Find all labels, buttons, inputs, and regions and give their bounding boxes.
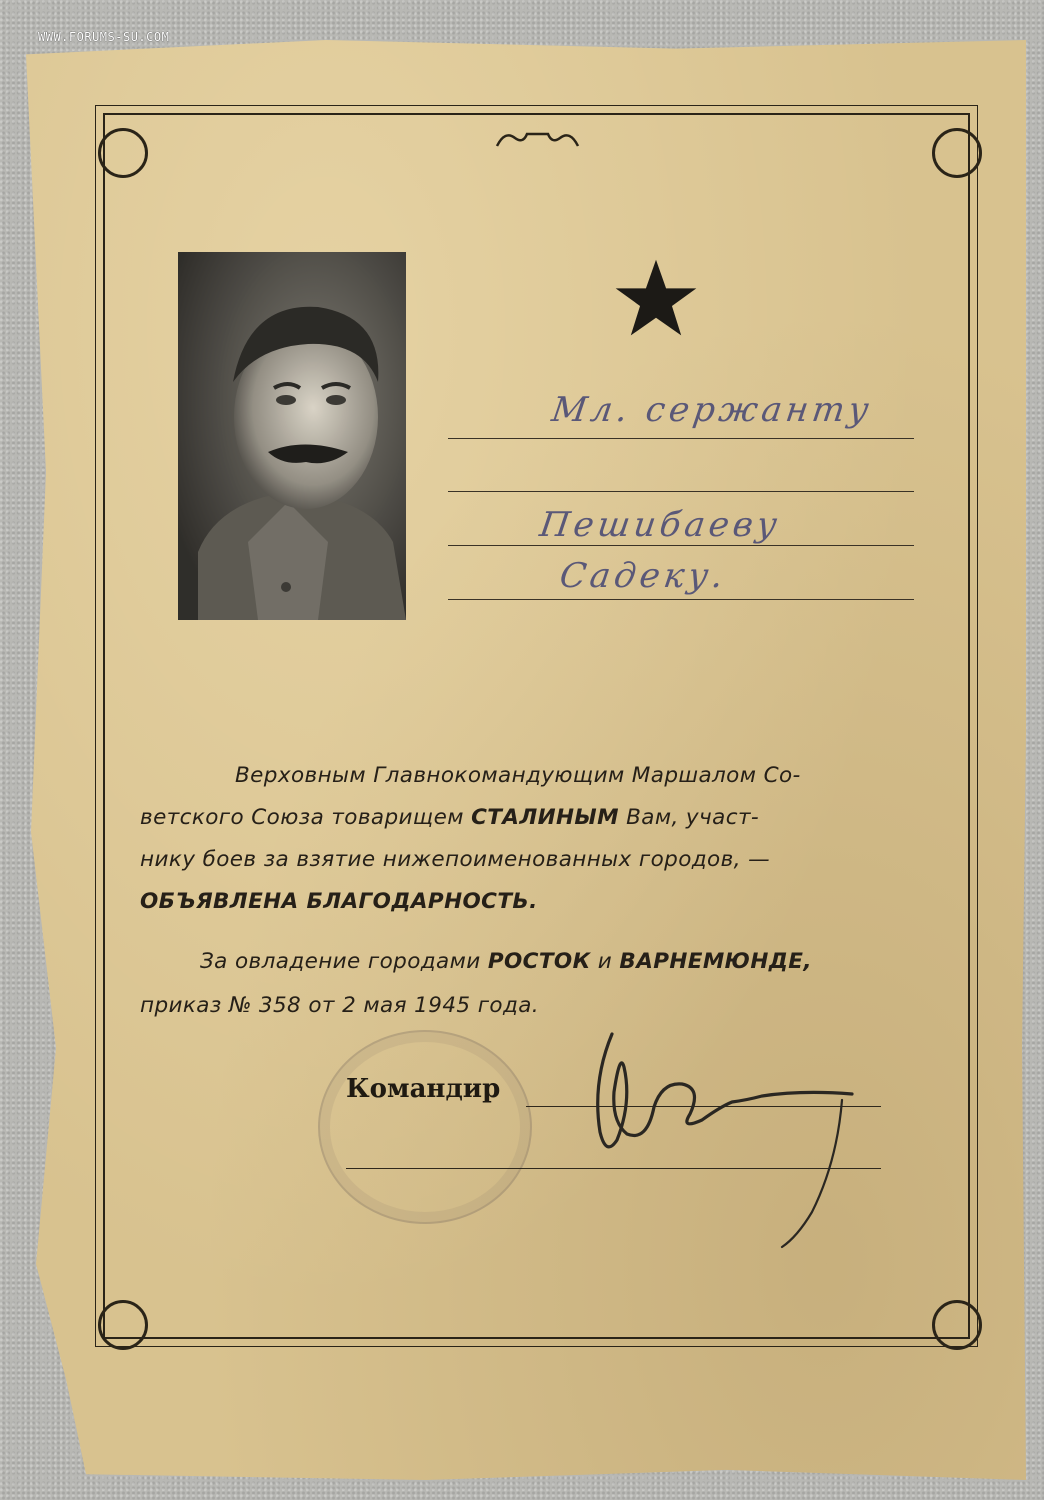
frame-corner-bottom-right <box>932 1300 982 1350</box>
order-line-2: приказ № 358 от 2 мая 1945 года. <box>140 993 540 1018</box>
frame-corner-top-left <box>98 128 148 178</box>
official-seal <box>318 1030 532 1224</box>
commander-label: Командир <box>346 1074 501 1104</box>
fill-line-3 <box>448 545 914 546</box>
red-star-icon <box>614 258 698 338</box>
order-line-1 <box>140 940 940 984</box>
city-rostock: РОСТОК <box>487 949 591 974</box>
frame-corner-bottom-left <box>98 1300 148 1350</box>
order-line-1-pre: За овладение городами <box>200 949 488 974</box>
fill-line-2 <box>448 491 914 492</box>
citation-line-1: Верховным Главнокомандующим Маршалом Со- <box>235 763 801 788</box>
handwritten-line-2: Пешибаеву <box>537 505 784 545</box>
handwritten-line-3: Садеку. <box>557 556 730 596</box>
and-word: и <box>590 949 620 974</box>
citation-text <box>140 755 940 923</box>
portrait-photo <box>178 252 406 620</box>
fill-line-1 <box>448 438 914 439</box>
frame-corner-top-right <box>932 128 982 178</box>
citation-line-2-pre: ветского Союза товарищем <box>140 805 472 830</box>
order-text <box>140 940 940 1028</box>
frame-top-ornament <box>495 128 580 148</box>
gratitude-announcement: ОБЪЯВЛЕНА БЛАГОДАРНОСТЬ. <box>140 889 538 914</box>
citation-line-2 <box>140 797 940 839</box>
site-watermark: WWW.FORUMS-SU.COM <box>38 30 170 44</box>
citation-line-2-post: Вам, участ- <box>618 805 760 830</box>
fill-line-4 <box>448 599 914 600</box>
handwritten-line-1: Мл. сержанту <box>549 390 876 430</box>
commander-signature <box>572 1022 872 1252</box>
stalin-name: СТАЛИНЫМ <box>471 805 619 830</box>
city-warnemuende: ВАРНЕМЮНДЕ, <box>619 949 812 974</box>
citation-line-3: нику боев за взятие нижепоименованных городов, — <box>140 847 771 872</box>
